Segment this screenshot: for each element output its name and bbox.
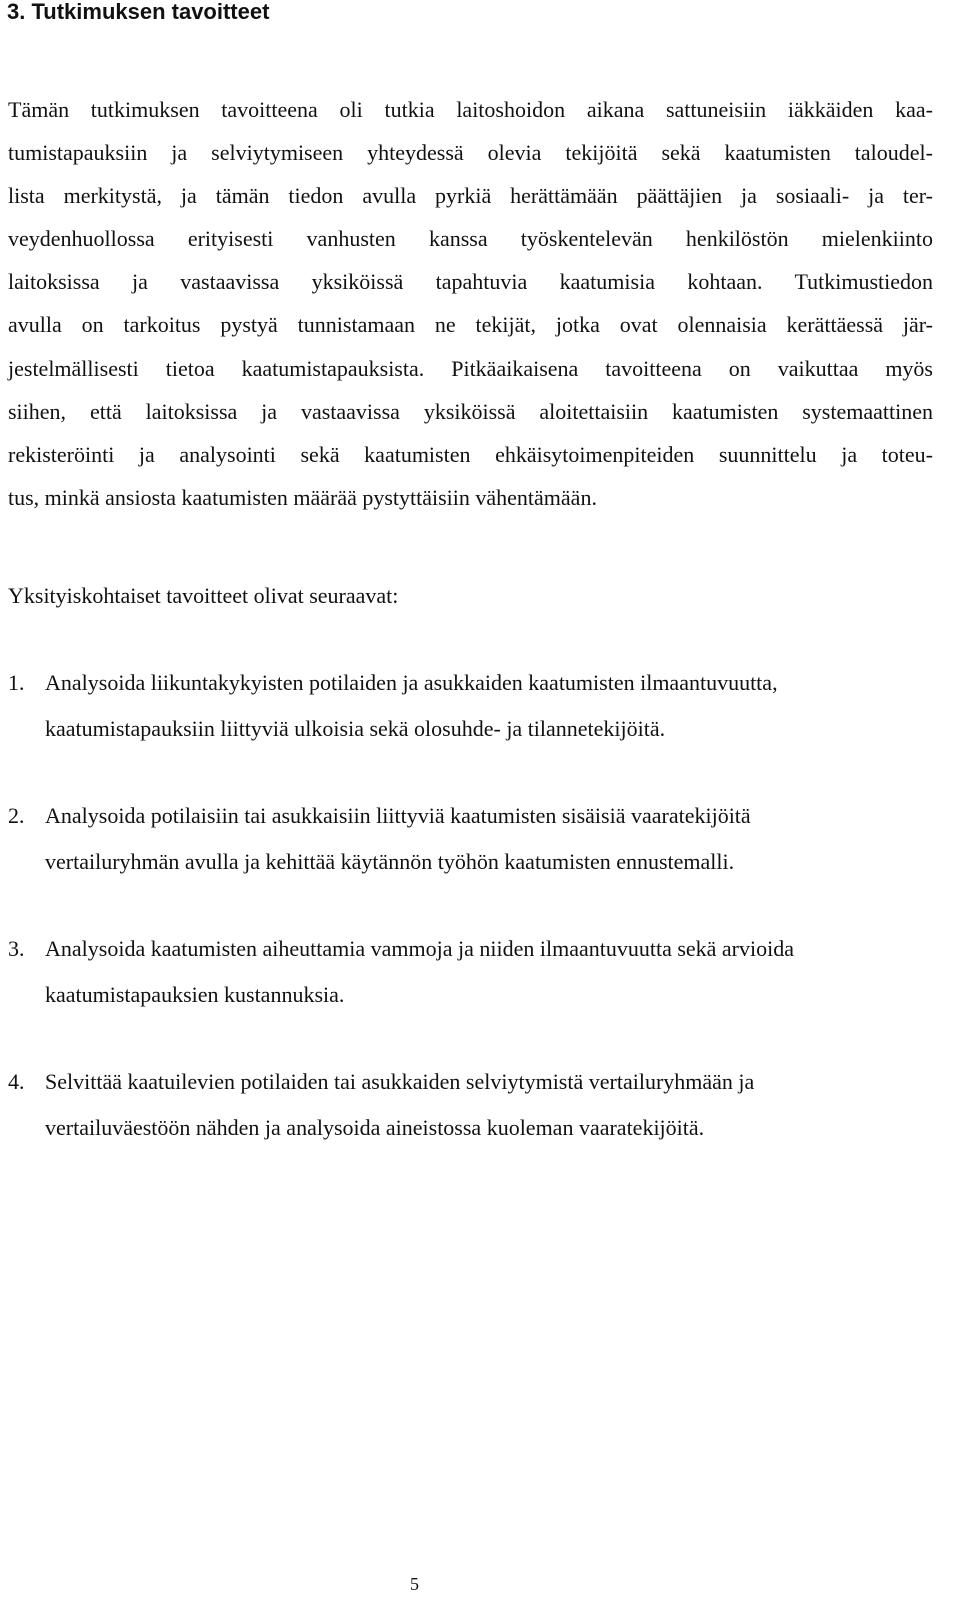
item-number: 1. bbox=[8, 670, 25, 695]
item-text-line: Analysoida kaatumisten aiheuttamia vammoja ja niiden ilmaantuvuutta sekä arvioida bbox=[45, 936, 794, 961]
paragraph-line: tus, minkä ansiosta kaatumisten määrää pystyttäisiin vähentämään. bbox=[8, 484, 597, 510]
item-text-line: kaatumistapauksiin liittyviä ulkoisia sekä olosuhde- ja tilannetekijöitä. bbox=[45, 716, 666, 741]
paragraph-line: tumistapauksiin ja selviytymiseen yhteydessä olevia tekijöitä sekä kaatumisten taloudel- bbox=[8, 140, 933, 166]
paragraph-line: Tämän tutkimuksen tavoitteena oli tutkia laitoshoidon aikana sattuneisiin iäkkäiden kaa- bbox=[8, 97, 933, 122]
paragraph-line: avulla on tarkoitus pystyä tunnistamaan ne tekijät, jotka ovat olennaisia kerättäessä jär- bbox=[8, 312, 933, 338]
item-number: 2. bbox=[8, 803, 25, 828]
paragraph-line: laitoksissa ja vastaavissa yksiköissä tapahtuvia kaatumisia kohtaan. Tutkimustiedon bbox=[8, 269, 933, 295]
objectives-intro: Yksityiskohtaiset tavoitteet olivat seuraavat: bbox=[8, 583, 399, 608]
item-number: 4. bbox=[8, 1069, 25, 1094]
paragraph-line: lista merkitystä, ja tämän tiedon avulla pyrkiä herättämään päättäjien ja sosiaali- ja ter- bbox=[8, 183, 933, 209]
page-number: 5 bbox=[410, 1574, 419, 1594]
item-text-line: vertailuväestöön nähden ja analysoida aineistossa kuoleman vaaratekijöitä. bbox=[45, 1115, 705, 1140]
paragraph-line: jestelmällisesti tietoa kaatumistapauksista. Pitkäaikaisena tavoitteena on vaikuttaa myös bbox=[8, 355, 933, 381]
item-text-line: vertailuryhmän avulla ja kehittää käytännön työhön kaatumisten ennustemalli. bbox=[45, 849, 735, 874]
paragraph-line: rekisteröinti ja analysointi sekä kaatumisten ehkäisytoimenpiteiden suunnittelu ja toteu- bbox=[8, 441, 933, 467]
item-text-line: Analysoida potilaisiin tai asukkaisiin liittyviä kaatumisten sisäisiä vaaratekijöitä bbox=[45, 803, 751, 828]
item-number: 3. bbox=[8, 936, 25, 961]
item-text-line: Analysoida liikuntakykyisten potilaiden ja asukkaiden kaatumisten ilmaantuvuutta, bbox=[45, 670, 778, 695]
item-text-line: Selvittää kaatuilevien potilaiden tai asukkaiden selviytymistä vertailuryhmään ja bbox=[45, 1069, 755, 1094]
paragraph-line: veydenhuollossa erityisesti vanhusten kanssa työskentelevän henkilöstön mielenkiinto bbox=[8, 226, 933, 252]
objectives-paragraph bbox=[8, 88, 933, 519]
section-heading: 3. Tutkimuksen tavoitteet bbox=[7, 0, 270, 24]
item-text-line: kaatumistapauksien kustannuksia. bbox=[45, 982, 345, 1007]
paragraph-line: siihen, että laitoksissa ja vastaavissa yksiköissä aloitettaisiin kaatumisten systemaattinen bbox=[8, 398, 933, 424]
